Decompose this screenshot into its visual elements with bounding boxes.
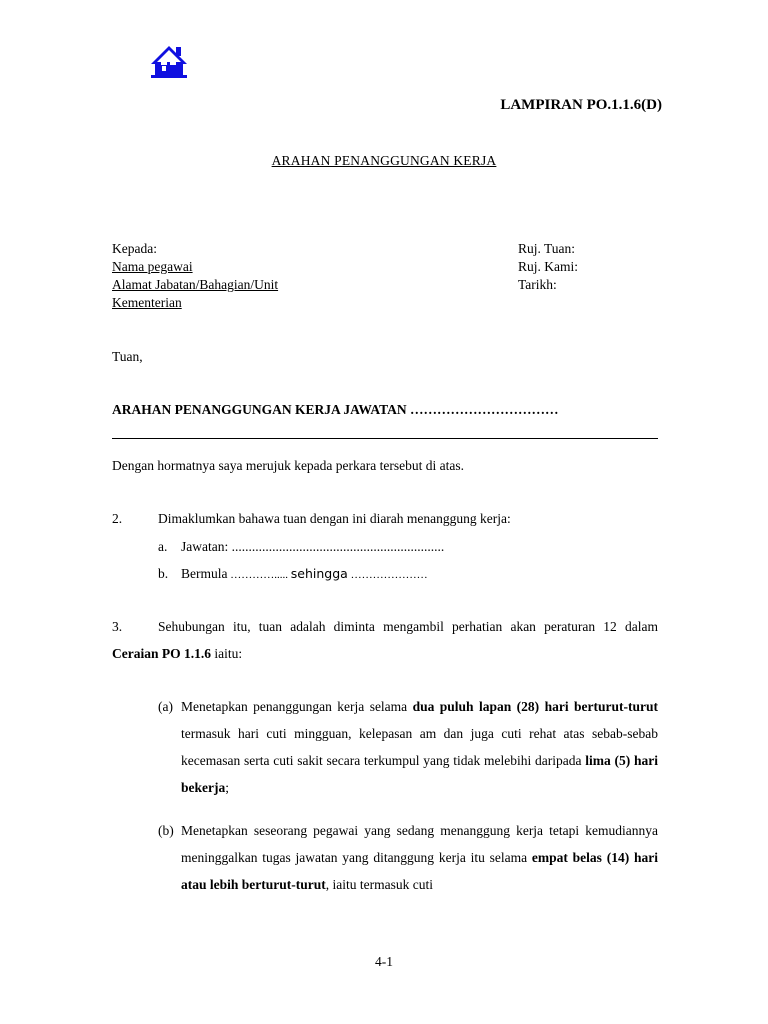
document-title: ARAHAN PENANGGUNGAN KERJA [271, 153, 497, 168]
para2-a-label: a. [158, 539, 168, 554]
tarikh: Tarikh: [518, 277, 557, 292]
divider [112, 438, 658, 439]
para2-a-text: Jawatan: ............................................................... [181, 539, 445, 554]
sehingga-label: sehingga [290, 566, 348, 581]
salutation: Tuan, [112, 349, 143, 364]
lampiran-label: LAMPIRAN PO.1.1.6(D) [500, 97, 662, 113]
bermula-dots: …………..... [227, 569, 291, 581]
intro-text: Dengan hormatnya saya merujuk kepada perkara tersebut di atas. [112, 458, 464, 473]
para3-text: 3. Sehubungan itu, tuan adalah diminta mengambil perhatian akan peraturan 12 dalam Ceraian PO 1.1.6 iaitu: [112, 613, 658, 667]
kementerian: Kementerian [112, 295, 182, 310]
item-a-label: (a) [158, 699, 173, 714]
para2-b-label: b. [158, 566, 169, 581]
ruj-tuan: Ruj. Tuan: [518, 241, 576, 256]
bermula-label: Bermula [181, 566, 228, 581]
para2-number: 2. [112, 511, 123, 526]
item-b-label: (b) [158, 823, 174, 838]
item-b: (b) Menetapkan seseorang pegawai yang sedang menanggung kerja tetapi kemudiannya meninggalkan tugas jawatan yang ditanggung kerja itu selama empat belas (14) hari atau lebih berturut-turut, iaitu termasuk cuti [158, 817, 658, 898]
sehingga-dots: ………………… [347, 569, 428, 581]
subject-line: ARAHAN PENANGGUNGAN KERJA JAWATAN …………………………… [112, 402, 559, 417]
para3-number: 3. [112, 619, 123, 634]
ruj-kami: Ruj. Kami: [518, 259, 578, 274]
para2-b-text [181, 566, 428, 582]
item-a: (a) Menetapkan penanggungan kerja selama dua puluh lapan (28) hari berturut-turut termasuk hari cuti mingguan, kelepasan am dan juga cuti rehat atas sebab-sebab kecemasan serta cuti sakit secara terkumpul yang tidak melebihi daripada lima (5) hari bekerja; [158, 693, 658, 801]
house-logo-icon [149, 42, 189, 78]
kepada-label: Kepada: [112, 241, 157, 256]
page-number: 4-1 [375, 954, 393, 969]
alamat-jabatan: Alamat Jabatan/Bahagian/Unit [112, 277, 279, 292]
nama-pegawai: Nama pegawai [112, 259, 193, 274]
para2-text: Dimaklumkan bahawa tuan dengan ini diarah menanggung kerja: [158, 511, 511, 526]
